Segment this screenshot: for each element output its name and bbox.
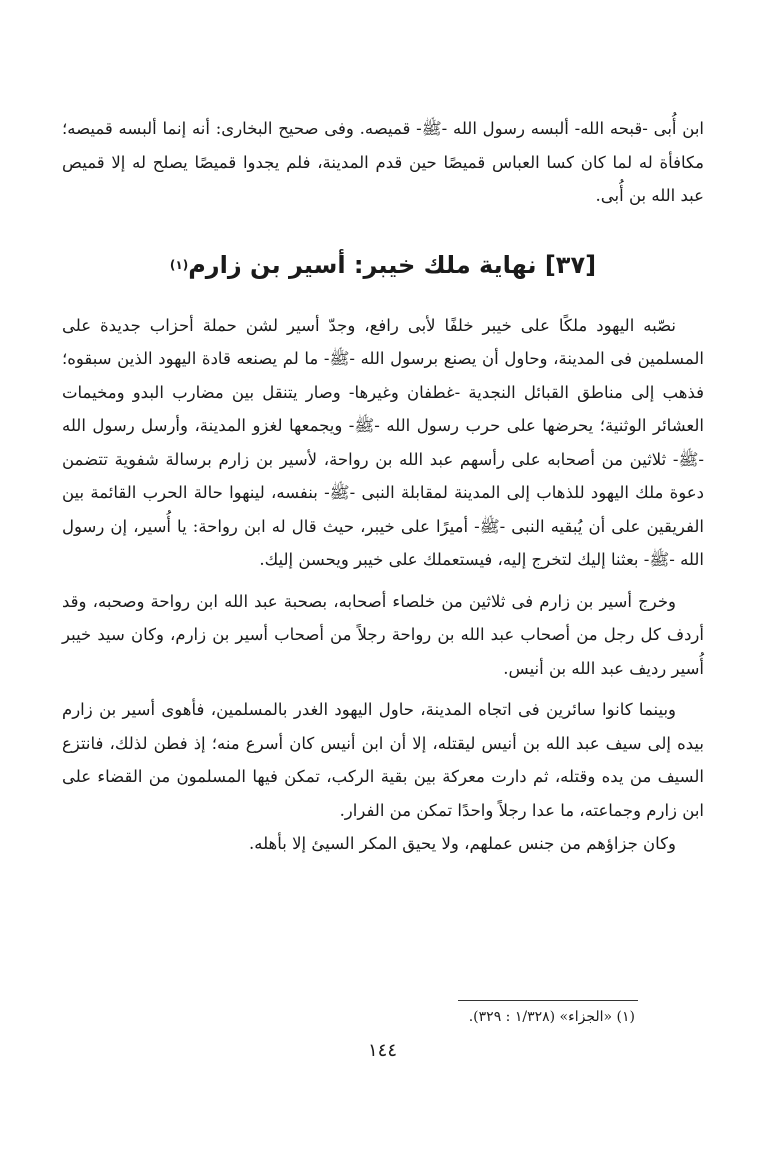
page-content — [62, 112, 704, 861]
body-paragraph-3: وبينما كانوا سائرين فى اتجاه المدينة، حاول اليهود الغدر بالمسلمين، فأهوى أسير بن زارم بيده إلى سيف عبد الله بن أنيس ليقتله، إلا أن ابن أنيس كان أسرع منه؛ إذ فطن لذلك، فانتزع السيف من يده وقتله، ثم دارت معركة بين بقية الركب، تمكن فيها المسلمون من القضاء على ابن زارم وجماعته، ما عدا رجلاً واحدًا تمكن من الفرار. — [62, 700, 704, 820]
section-title-text: [٣٧] نهاية ملك خيبر: أسير بن زارم — [188, 250, 597, 279]
body-paragraph-1: نصّبه اليهود ملكًا على خيبر خلفًا لأبى رافع، وجدّ أسير لشن حملة أحزاب جديدة على المسلمين فى المدينة، وحاول أن يصنع برسول الله -ﷺ- ما لم يصنعه قادة اليهود الذين سبقوه؛ فذهب إلى مناطق القبائل النجدية -غطفان وغيرها- وصار يتنقل بين مضارب البدو ومخيمات العشائر الوثنية؛ يحرضها على حرب رسول الله -ﷺ- ويجمعها لغزو المدينة، وأرسل رسول الله -ﷺ- ثلاثين من أصحابه على رأسهم عبد الله بن رواحة، لأسير بن زارم برسالة شفوية تتضمن دعوة ملك اليهود للذهاب إلى المدينة لمقابلة النبى -ﷺ- بنفسه، لينهوا حالة الحرب القائمة بين الفريقين على أن يُبقيه النبى -ﷺ- أميرًا على خيبر، حيث قال له ابن رواحة: يا أُسير، إن رسول الله -ﷺ- بعثنا إليك لتخرج إليه، فيستعملك على خيبر ويحسن إليك. — [62, 315, 704, 569]
body-paragraph-4: وكان جزاؤهم من جنس عملهم، ولا يحيق المكر السيئ إلا بأهله. — [249, 834, 676, 853]
section-title — [62, 247, 704, 283]
intro-paragraph: ابن أُبى -قبحه الله- ألبسه رسول الله -ﷺ- قميصه. وفى صحيح البخارى: أنه إنما ألبسه قميصه؛ مكافأة له لما كان كسا العباس قميصًا حين قدم المدينة، فلم يجدوا قميصًا يصلح له إلا قميص عبد الله بن أُبى. — [62, 119, 704, 205]
body-paragraph-2: وخرج أسير بن زارم فى ثلاثين من خلصاء أصحابه، بصحبة عبد الله ابن رواحة وصحبه، وقد أردف كل رجل من أصحاب عبد الله بن رواحة رجلاً من أصحاب أسير بن زارم، وكان سيد خيبر أُسير رديف عبد الله بن أنيس. — [62, 591, 704, 678]
footnote: (١) «الجزاء» (١/٣٢٨ : ٣٢٩). — [468, 1009, 635, 1025]
footnote-divider — [458, 1000, 638, 1001]
footnote-marker: (١) — [169, 257, 189, 272]
page-number: ١٤٤ — [367, 1040, 397, 1061]
